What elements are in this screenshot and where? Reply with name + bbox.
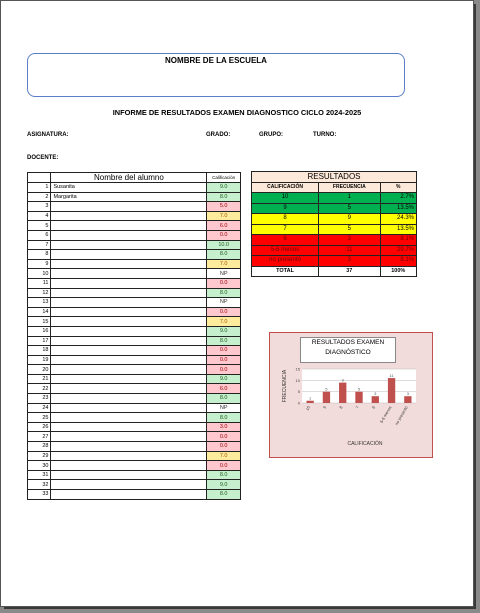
students-body [28,183,241,500]
x-tick-label: no presentó [393,405,409,426]
student-grade[interactable]: 9.0 [207,374,241,384]
x-tick-label: 6 [370,405,377,410]
chart-bar [388,378,395,403]
student-grade[interactable]: 0.0 [207,365,241,375]
student-grade[interactable]: NP [207,298,241,308]
student-name[interactable] [51,336,207,346]
results-grade: 8 [252,214,319,225]
grade-level-label: GRADO: [206,132,231,138]
subject-label: ASIGNATURA: [27,132,69,138]
shift-label: TURNO: [313,132,337,138]
student-name[interactable] [51,355,207,365]
teacher-label: DOCENTE: [27,155,59,161]
student-name[interactable]: Susanita [51,183,207,193]
student-grade[interactable]: 6.0 [207,384,241,394]
x-tick-label: 10 [304,405,312,412]
student-number: 14 [28,307,51,317]
student-row [28,326,241,336]
bar-value-label: 5 [357,386,361,392]
student-grade[interactable]: 9.0 [207,480,241,490]
school-name: NOMBRE DE LA ESCUELA [165,56,267,65]
student-grade[interactable]: 8.0 [207,288,241,298]
results-percent: 24.3% [380,214,416,225]
student-number: 25 [28,413,51,423]
student-row [28,374,241,384]
student-number: 7 [28,240,51,250]
results-grade: no presentó [252,256,319,267]
student-number: 23 [28,394,51,404]
student-grade[interactable]: 0.0 [207,461,241,471]
student-name[interactable] [51,326,207,336]
x-tick-label: 8 [338,405,344,410]
results-grade: 10 [252,193,319,204]
student-number: 16 [28,326,51,336]
results-frequency: 3 [319,256,380,267]
student-number: 26 [28,422,51,432]
student-grade[interactable]: 8.0 [207,470,241,480]
student-row [28,202,241,212]
student-grade[interactable]: 8.0 [207,192,241,202]
y-tick-label: 5 [297,389,300,395]
student-name[interactable] [51,422,207,432]
bar-value-label: 3 [406,391,409,397]
student-grade[interactable]: 0.0 [207,307,241,317]
results-frequency: 5 [319,224,380,235]
student-row [28,298,241,308]
student-name[interactable] [51,259,207,269]
results-header-frequency: FRECUENCIA [319,182,380,193]
student-name[interactable] [51,298,207,308]
results-grade: 6 [252,235,319,246]
student-row [28,365,241,375]
students-table [27,172,241,500]
student-number: 12 [28,288,51,298]
student-grade[interactable]: 5.0 [207,202,241,212]
student-row [28,278,241,288]
report-title: INFORME DE RESULTADOS EXAMEN DIAGNOSTICO CICLO 2024-2025 [112,108,362,117]
results-row [252,203,417,214]
bar-value-label: 1 [309,395,312,401]
student-name[interactable] [51,278,207,288]
results-grade: 5-6 menos [252,245,319,256]
student-name[interactable] [51,451,207,461]
student-row [28,432,241,442]
student-grade[interactable]: 8.0 [207,336,241,346]
student-grade[interactable]: 0.0 [207,230,241,240]
results-total-label: TOTAL [252,266,319,277]
student-row [28,480,241,490]
bar-value-label: 3 [374,391,377,397]
results-chart [269,332,433,458]
student-name[interactable] [51,442,207,452]
student-grade[interactable]: 7.0 [207,451,241,461]
student-name[interactable] [51,346,207,356]
results-total-frequency: 37 [319,266,380,277]
student-name[interactable] [51,432,207,442]
student-number: 30 [28,461,51,471]
student-grade[interactable]: 8.0 [207,394,241,404]
results-percent: 8.1% [380,256,416,267]
student-number: 10 [28,269,51,279]
student-number: 31 [28,470,51,480]
student-row [28,451,241,461]
results-frequency: 5 [319,203,380,214]
student-number: 5 [28,221,51,231]
x-tick-label: 9 [321,405,328,410]
y-axis-label: FRECUENCIA [282,369,288,403]
results-grade: 9 [252,203,319,214]
student-name[interactable] [51,413,207,423]
student-number: 19 [28,355,51,365]
chart-bar [306,401,313,403]
student-name[interactable] [51,211,207,221]
student-name[interactable] [51,221,207,231]
student-name[interactable] [51,307,207,317]
student-grade[interactable]: 0.0 [207,432,241,442]
student-name[interactable] [51,240,207,250]
student-grade[interactable]: 0.0 [207,278,241,288]
student-number: 18 [28,346,51,356]
student-number: 6 [28,230,51,240]
student-row [28,394,241,404]
results-table [251,171,417,277]
results-percent: 8.1% [380,235,416,246]
results-frequency: 3 [319,235,380,246]
x-tick-label: 5-6 menos [378,405,393,424]
student-row [28,192,241,202]
student-row [28,317,241,327]
student-grade[interactable]: NP [207,403,241,413]
results-percent: 2.7% [380,193,416,204]
results-frequency: 11 [319,245,380,256]
student-row [28,355,241,365]
student-grade[interactable]: 9.0 [207,183,241,193]
y-tick-label: 10 [295,377,300,383]
x-tick-label: 7 [354,405,360,410]
chart-bar [372,396,379,403]
results-percent: 13.5% [380,203,416,214]
student-name[interactable] [51,317,207,327]
student-row [28,250,241,260]
student-row [28,413,241,423]
student-number: 20 [28,365,51,375]
student-row [28,288,241,298]
student-grade[interactable]: 0.0 [207,442,241,452]
student-name[interactable] [51,365,207,375]
student-number: 2 [28,192,51,202]
students-header-grade: Calificación [207,173,241,183]
student-name[interactable] [51,394,207,404]
student-grade[interactable]: 10.0 [207,240,241,250]
student-number: 28 [28,442,51,452]
student-row [28,230,241,240]
student-row [28,221,241,231]
students-header-name: Nombre del alumno [51,173,207,183]
student-name[interactable] [51,470,207,480]
student-name[interactable] [51,403,207,413]
student-grade[interactable]: 0.0 [207,346,241,356]
chart-bar [339,383,346,403]
results-header-grade: CALIFICACIÓN [252,182,319,193]
student-grade[interactable]: 8.0 [207,490,241,500]
chart-bar [404,396,411,403]
student-row [28,346,241,356]
student-grade[interactable]: NP [207,269,241,279]
student-name[interactable]: Margarita [51,192,207,202]
student-number: 11 [28,278,51,288]
student-row [28,336,241,346]
student-row [28,442,241,452]
student-row [28,422,241,432]
student-row [28,490,241,500]
student-number: 33 [28,490,51,500]
students-header-num [28,173,51,183]
student-row [28,470,241,480]
student-number: 17 [28,336,51,346]
student-number: 8 [28,250,51,260]
results-row [252,224,417,235]
student-number: 27 [28,432,51,442]
results-total-percent: 100% [380,266,416,277]
student-row [28,240,241,250]
student-name[interactable] [51,384,207,394]
student-row [28,211,241,221]
student-number: 15 [28,317,51,327]
results-grade: 7 [252,224,319,235]
results-row [252,214,417,225]
results-frequency: 9 [319,214,380,225]
student-grade[interactable]: 0.0 [207,355,241,365]
bar-value-label: 5 [325,386,328,392]
student-number: 22 [28,384,51,394]
student-row [28,461,241,471]
student-name[interactable] [51,269,207,279]
student-name[interactable] [51,490,207,500]
student-row [28,403,241,413]
results-row [252,245,417,256]
student-number: 3 [28,202,51,212]
student-number: 4 [28,211,51,221]
student-grade[interactable]: 7.0 [207,259,241,269]
results-row [252,235,417,246]
student-name[interactable] [51,288,207,298]
results-row [252,256,417,267]
results-row [252,193,417,204]
student-number: 1 [28,183,51,193]
group-label: GRUPO: [259,132,283,138]
results-percent: 13.5% [380,224,416,235]
results-body [252,193,417,267]
student-name[interactable] [51,374,207,384]
bar-value-label: 9 [341,377,344,383]
results-percent: 29.7% [380,245,416,256]
y-tick-label: 15 [295,366,300,372]
chart-title: RESULTADOS EXAMEN DIAGNÓSTICO [300,337,396,363]
student-number: 13 [28,298,51,308]
y-tick-label: 0 [297,400,300,406]
student-name[interactable] [51,202,207,212]
student-number: 32 [28,480,51,490]
student-row [28,384,241,394]
student-row [28,269,241,279]
student-number: 9 [28,259,51,269]
student-name[interactable] [51,461,207,471]
x-axis-label: CALIFICACIÓN [347,441,383,447]
student-number: 29 [28,451,51,461]
chart-bar [355,392,362,403]
student-row [28,307,241,317]
student-name[interactable] [51,250,207,260]
student-row [28,183,241,193]
student-grade[interactable]: 7.0 [207,211,241,221]
student-grade[interactable]: 9.0 [207,326,241,336]
student-row [28,259,241,269]
student-number: 24 [28,403,51,413]
student-grade[interactable]: 8.0 [207,413,241,423]
chart-bar [323,392,330,403]
student-name[interactable] [51,480,207,490]
results-header-percent: % [380,182,416,193]
results-frequency: 1 [319,193,380,204]
student-grade[interactable]: 7.0 [207,317,241,327]
student-grade[interactable]: 8.0 [207,250,241,260]
bar-value-label: 11 [389,373,394,379]
student-number: 21 [28,374,51,384]
student-grade[interactable]: 3.0 [207,422,241,432]
school-name-box [27,53,405,97]
student-grade[interactable]: 6.0 [207,221,241,231]
results-title: RESULTADOS [252,172,417,183]
student-name[interactable] [51,230,207,240]
